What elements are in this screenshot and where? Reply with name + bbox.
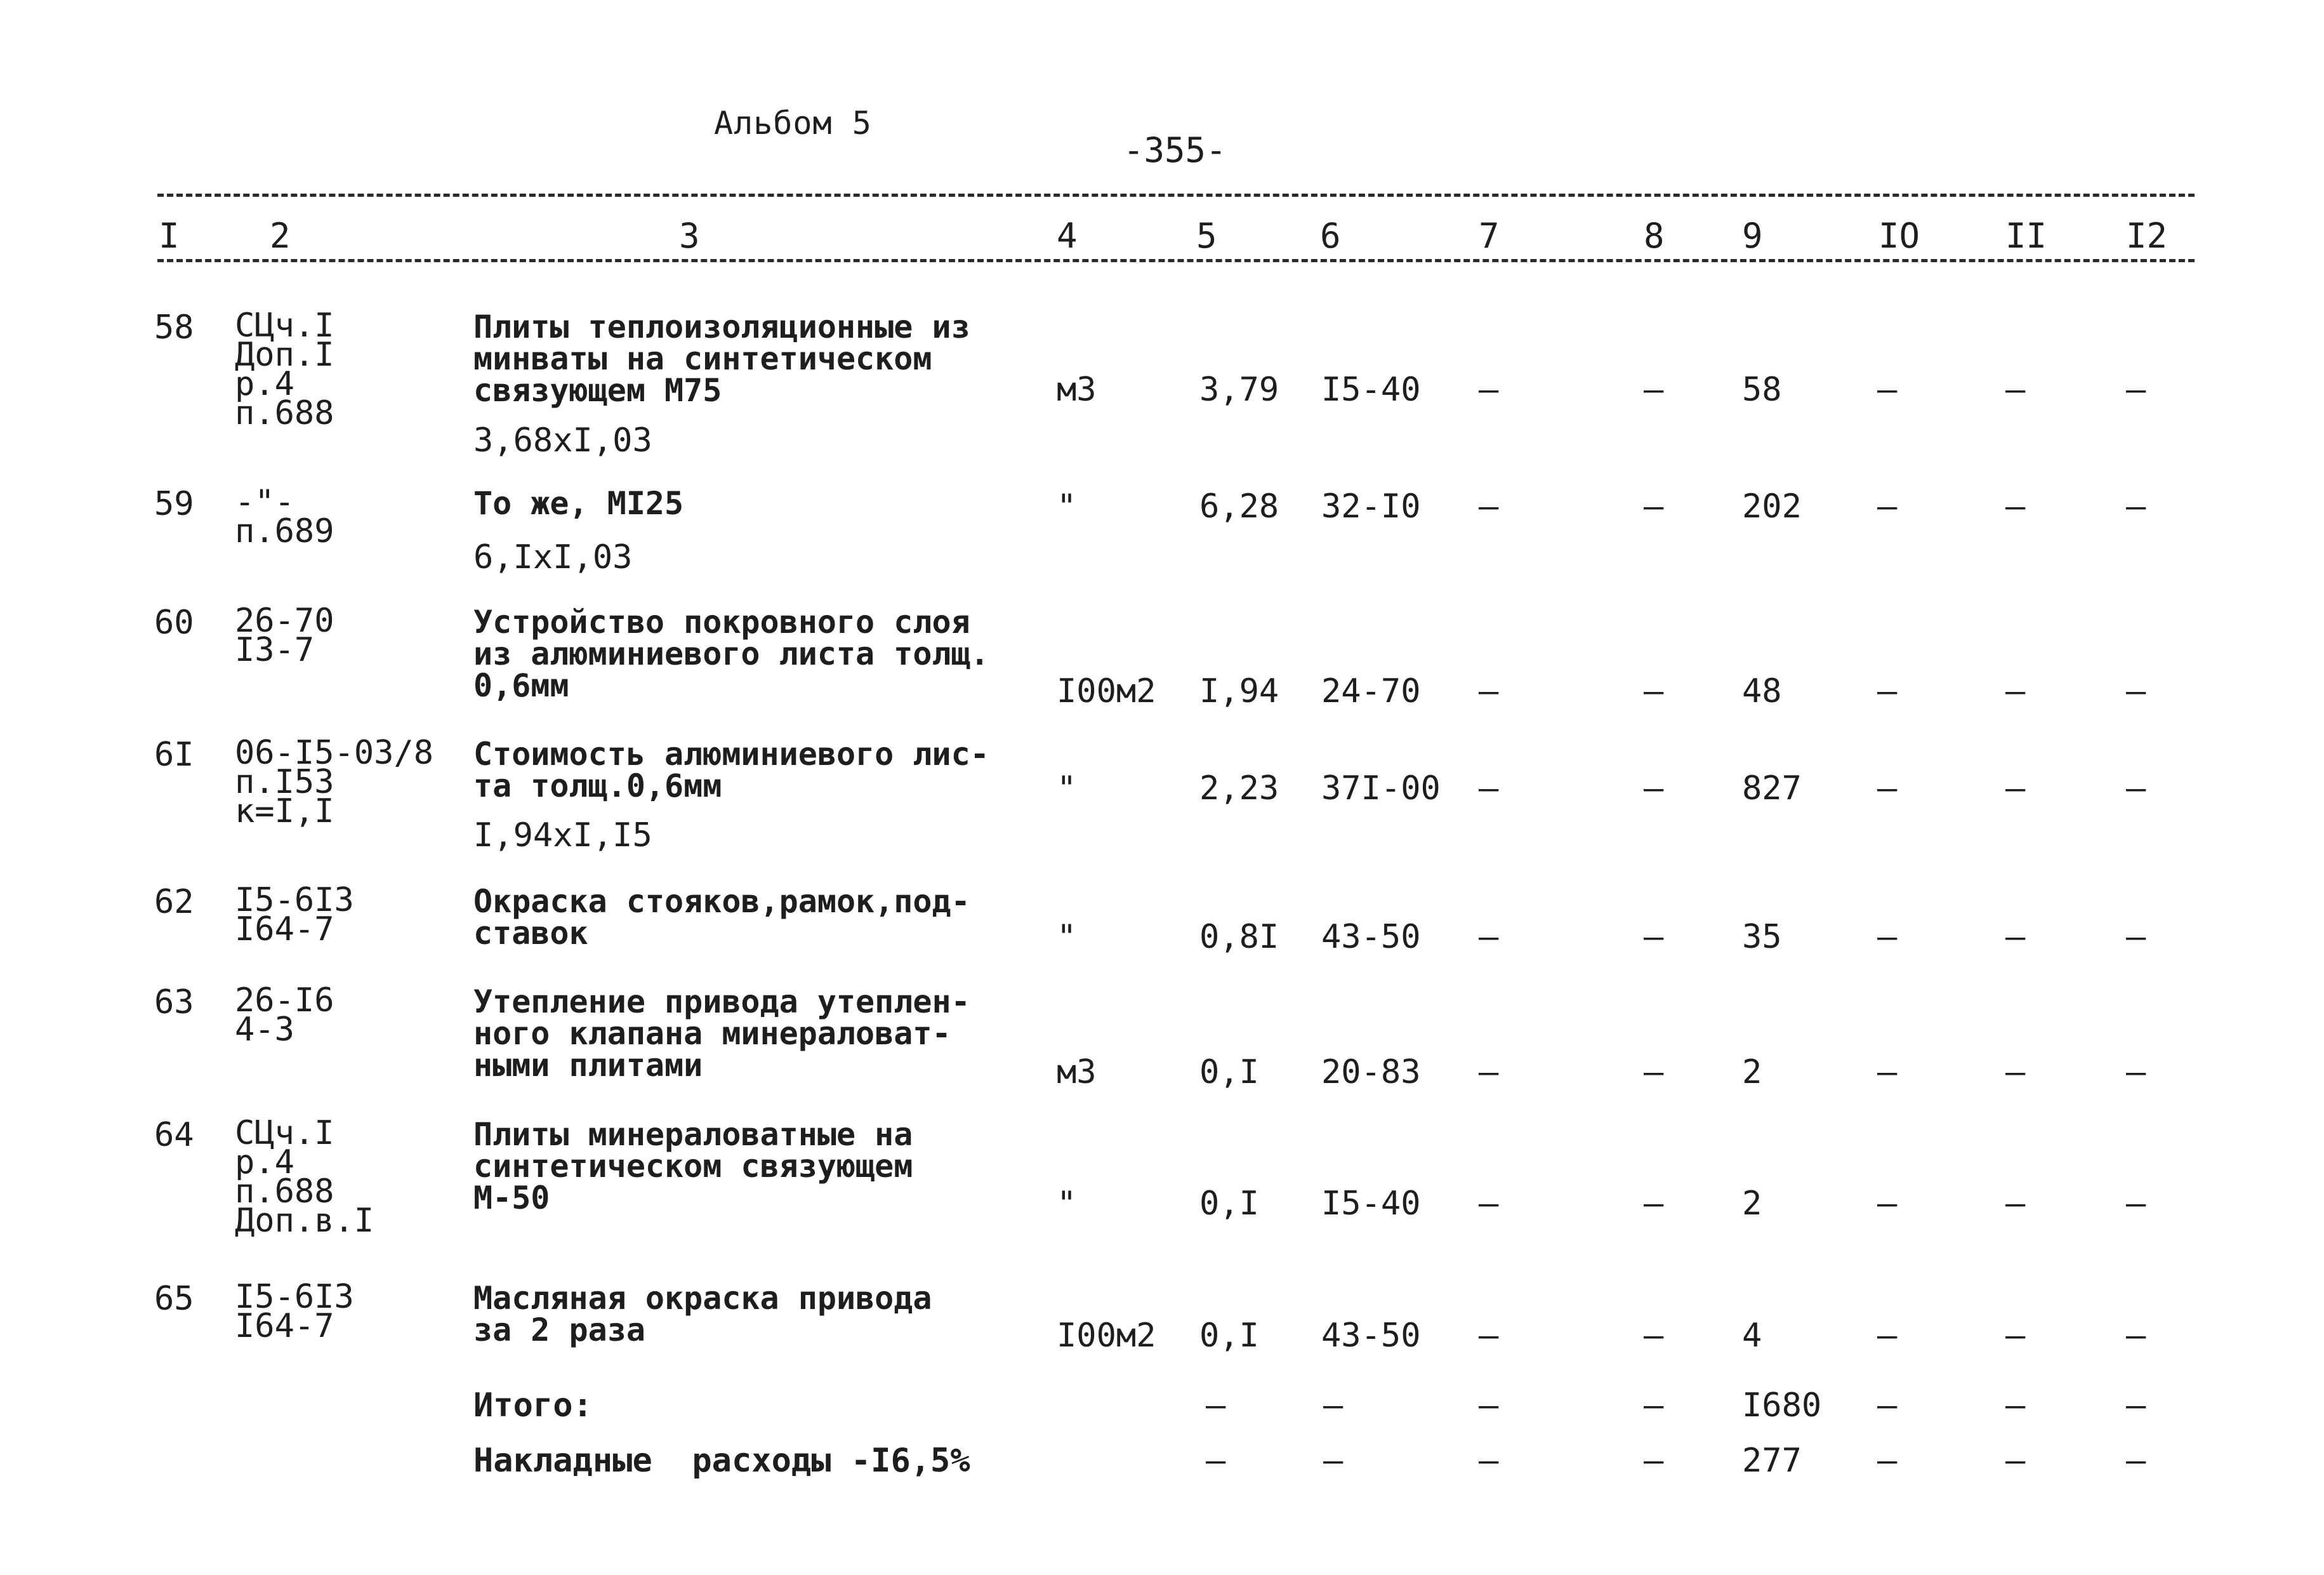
unit-price: 43-50: [1321, 918, 1421, 956]
col10-value: –: [1877, 1185, 1898, 1223]
column-header: II: [2005, 216, 2047, 256]
col10-value: –: [1877, 1386, 1898, 1425]
col8-value: –: [1644, 488, 1664, 526]
work-description: То же, МI25: [473, 485, 684, 522]
col10-value: –: [1877, 1317, 1898, 1355]
col8-value: –: [1644, 1317, 1664, 1355]
col11-value: –: [2005, 769, 2026, 807]
total-cost: 277: [1742, 1442, 1802, 1480]
unit-price: 24-70: [1321, 672, 1421, 710]
col10-value: –: [1877, 1053, 1898, 1091]
quantity: 3,79: [1199, 371, 1279, 409]
row-number: 63: [154, 983, 194, 1021]
col5-value: –: [1206, 1442, 1226, 1480]
column-header: 6: [1320, 216, 1341, 256]
column-header: 7: [1479, 216, 1500, 256]
col12-value: –: [2126, 672, 2146, 710]
work-description: Окраска стояков,рамок,под- ставок: [473, 883, 970, 952]
total-cost: 2: [1742, 1185, 1762, 1223]
rate-code: 06-I5-03/8 п.I53 к=I,I: [235, 734, 434, 830]
header-divider-bottom: [157, 259, 2195, 262]
unit-price: I5-40: [1321, 1185, 1421, 1223]
rate-code: 26-I6 4-3: [235, 981, 334, 1049]
col12-value: –: [2126, 918, 2146, 956]
quantity-calculation: I,94хI,I5: [473, 816, 652, 854]
col7-value: –: [1479, 1386, 1499, 1425]
unit: ": [1057, 918, 1077, 956]
quantity: 0,I: [1199, 1317, 1259, 1355]
unit: I00м2: [1057, 1317, 1156, 1355]
work-description: Масляная окраска привода за 2 раза: [473, 1280, 932, 1348]
col8-value: –: [1644, 371, 1664, 409]
total-cost: 35: [1742, 918, 1782, 956]
col11-value: –: [2005, 1442, 2026, 1480]
rate-code: -"- п.689: [235, 483, 334, 550]
col7-value: –: [1479, 918, 1499, 956]
col8-value: –: [1644, 769, 1664, 807]
page-number: -355-: [1123, 130, 1227, 170]
col8-value: –: [1644, 1386, 1664, 1425]
quantity: 0,I: [1199, 1053, 1259, 1091]
column-header: 9: [1742, 216, 1763, 256]
quantity: 0,I: [1199, 1185, 1259, 1223]
col10-value: –: [1877, 672, 1898, 710]
col8-value: –: [1644, 672, 1664, 710]
column-header: I2: [2126, 216, 2168, 256]
unit-price: 43-50: [1321, 1317, 1421, 1355]
col12-value: –: [2126, 1442, 2146, 1480]
col10-value: –: [1877, 769, 1898, 807]
work-description: Стоимость алюминиевого лис- та толщ.0,6мм: [473, 736, 989, 804]
col12-value: –: [2126, 371, 2146, 409]
row-number: 64: [154, 1116, 194, 1154]
rate-code: СЦч.I р.4 п.688 Доп.в.I: [235, 1114, 374, 1240]
col12-value: –: [2126, 1053, 2146, 1091]
col10-value: –: [1877, 918, 1898, 956]
total-cost: 48: [1742, 672, 1782, 710]
unit-price: I5-40: [1321, 371, 1421, 409]
unit: м3: [1057, 371, 1097, 409]
col7-value: –: [1479, 769, 1499, 807]
work-description: Плиты минераловатные на синтетическом связующем М-50: [473, 1116, 913, 1216]
quantity: 0,8I: [1199, 918, 1279, 956]
album-label: Альбом 5: [714, 105, 872, 142]
col11-value: –: [2005, 371, 2026, 409]
quantity: 2,23: [1199, 769, 1279, 807]
col7-value: –: [1479, 672, 1499, 710]
col12-value: –: [2126, 1185, 2146, 1223]
rate-code: СЦч.I Доп.I р.4 п.688: [235, 307, 334, 432]
rate-code: I5-6I3 I64-7: [235, 1278, 354, 1345]
col11-value: –: [2005, 918, 2026, 956]
quantity-calculation: 3,68хI,03: [473, 422, 652, 460]
quantity: 6,28: [1199, 488, 1279, 526]
row-number: 60: [154, 604, 194, 642]
work-description: Плиты теплоизоляционные из минваты на синтетическом связующем М75: [473, 309, 970, 409]
col7-value: –: [1479, 1442, 1499, 1480]
column-header: 2: [270, 216, 291, 256]
row-number: 59: [154, 485, 194, 523]
unit-price: 32-I0: [1321, 488, 1421, 526]
col8-value: –: [1644, 1053, 1664, 1091]
col11-value: –: [2005, 1185, 2026, 1223]
col12-value: –: [2126, 488, 2146, 526]
unit-price: 20-83: [1321, 1053, 1421, 1091]
header-divider-top: [157, 194, 2195, 197]
total-cost: 827: [1742, 769, 1802, 807]
unit: ": [1057, 769, 1077, 807]
unit: I00м2: [1057, 672, 1156, 710]
total-cost: 4: [1742, 1317, 1762, 1355]
col12-value: –: [2126, 1317, 2146, 1355]
col12-value: –: [2126, 769, 2146, 807]
totals-label: Итого:: [473, 1386, 593, 1425]
quantity: I,94: [1199, 672, 1279, 710]
col11-value: –: [2005, 488, 2026, 526]
col5-value: –: [1206, 1386, 1226, 1425]
row-number: 65: [154, 1280, 194, 1318]
column-header: 3: [679, 216, 700, 256]
col10-value: –: [1877, 1442, 1898, 1480]
column-header: IO: [1878, 216, 1920, 256]
col10-value: –: [1877, 371, 1898, 409]
col7-value: –: [1479, 1317, 1499, 1355]
col11-value: –: [2005, 1317, 2026, 1355]
col7-value: –: [1479, 1053, 1499, 1091]
row-number: 6I: [154, 736, 194, 774]
column-header: 8: [1644, 216, 1665, 256]
col6-value: –: [1323, 1442, 1344, 1480]
row-number: 62: [154, 883, 194, 921]
rate-code: 26-70 I3-7: [235, 602, 334, 669]
col8-value: –: [1644, 918, 1664, 956]
col11-value: –: [2005, 672, 2026, 710]
column-header: 5: [1196, 216, 1217, 256]
unit: ": [1057, 1185, 1077, 1223]
column-header: I: [159, 216, 180, 256]
col11-value: –: [2005, 1053, 2026, 1091]
col12-value: –: [2126, 1386, 2146, 1425]
unit-price: 37I-00: [1321, 769, 1441, 807]
col11-value: –: [2005, 1386, 2026, 1425]
col8-value: –: [1644, 1185, 1664, 1223]
col7-value: –: [1479, 1185, 1499, 1223]
unit: ": [1057, 488, 1077, 526]
totals-label: Накладные расходы -I6,5%: [473, 1442, 970, 1480]
col7-value: –: [1479, 371, 1499, 409]
column-header: 4: [1057, 216, 1078, 256]
col6-value: –: [1323, 1386, 1344, 1425]
total-cost: 58: [1742, 371, 1782, 409]
work-description: Устройство покровного слоя из алюминиевого листа толщ. 0,6мм: [473, 604, 989, 704]
row-number: 58: [154, 309, 194, 347]
rate-code: I5-6I3 I64-7: [235, 881, 354, 948]
unit: м3: [1057, 1053, 1097, 1091]
col8-value: –: [1644, 1442, 1664, 1480]
total-cost: 2: [1742, 1053, 1762, 1091]
total-cost: 202: [1742, 488, 1802, 526]
quantity-calculation: 6,IхI,03: [473, 538, 633, 576]
total-cost: I680: [1742, 1386, 1822, 1425]
col10-value: –: [1877, 488, 1898, 526]
col7-value: –: [1479, 488, 1499, 526]
work-description: Утепление привода утеплен- ного клапана минераловат- ными плитами: [473, 983, 970, 1084]
